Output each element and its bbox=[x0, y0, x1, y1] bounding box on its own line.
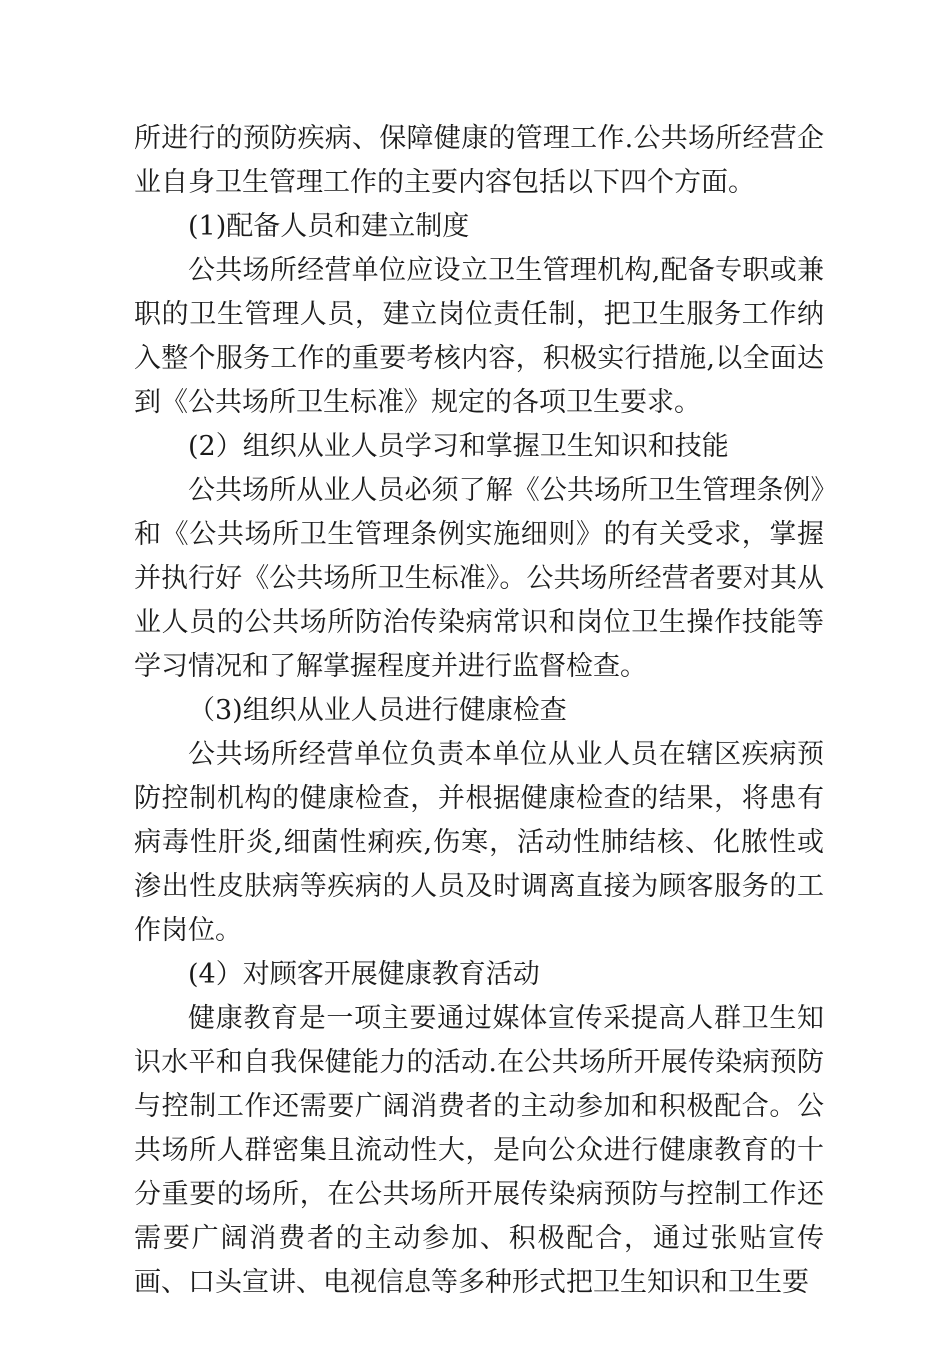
paragraph-section-3: 公共场所经营单位负责本单位从业人员在辖区疾病预防控制机构的健康检查，并根据健康检查的结果，将患有病毒性肝炎,细菌性痢疾,伤寒，活动性肺结核、化脓性或渗出性皮肤病等疾病的人员及时调离直接为顾客服务的工作岗位。 bbox=[134, 739, 824, 946]
section-heading-1: (1)配备人员和建立制度 bbox=[188, 211, 470, 242]
document-body bbox=[134, 117, 824, 1305]
section-heading-4: (4）对顾客开展健康教育活动 bbox=[188, 959, 540, 990]
section-heading-3: （3)组织从业人员进行健康检查 bbox=[188, 695, 567, 726]
paragraph-section-2: 公共场所从业人员必须了解《公共场所卫生管理条例》和《公共场所卫生管理条例实施细则》的有关受求，掌握并执行好《公共场所卫生标准》。公共场所经营者要对其从业人员的公共场所防治传染病常识和岗位卫生操作技能等学习情况和了解掌握程度并进行监督检查。 bbox=[134, 475, 824, 682]
paragraph-section-4: 健康教育是一项主要通过媒体宣传采提高人群卫生知识水平和自我保健能力的活动.在公共场所开展传染病预防与控制工作还需要广阔消费者的主动参加和积极配合。公共场所人群密集且流动性大，是向公众进行健康教育的十分重要的场所，在公共场所开展传染病预防与控制工作还需要广阔消费者的主动参加、积极配合，通过张贴宣传画、口头宣讲、电视信息等多种形式把卫生知识和卫生要 bbox=[134, 1003, 824, 1298]
paragraph-section-1: 公共场所经营单位应设立卫生管理机构,配备专职或兼职的卫生管理人员，建立岗位责任制，把卫生服务工作纳入整个服务工作的重要考核内容，积极实行措施,以全面达到《公共场所卫生标准》规定的各项卫生要求。 bbox=[134, 255, 824, 418]
section-heading-2: (2）组织从业人员学习和掌握卫生知识和技能 bbox=[188, 431, 729, 462]
paragraph-intro-continued: 所进行的预防疾病、保障健康的管理工作.公共场所经营企业自身卫生管理工作的主要内容包括以下四个方面。 bbox=[134, 123, 824, 198]
